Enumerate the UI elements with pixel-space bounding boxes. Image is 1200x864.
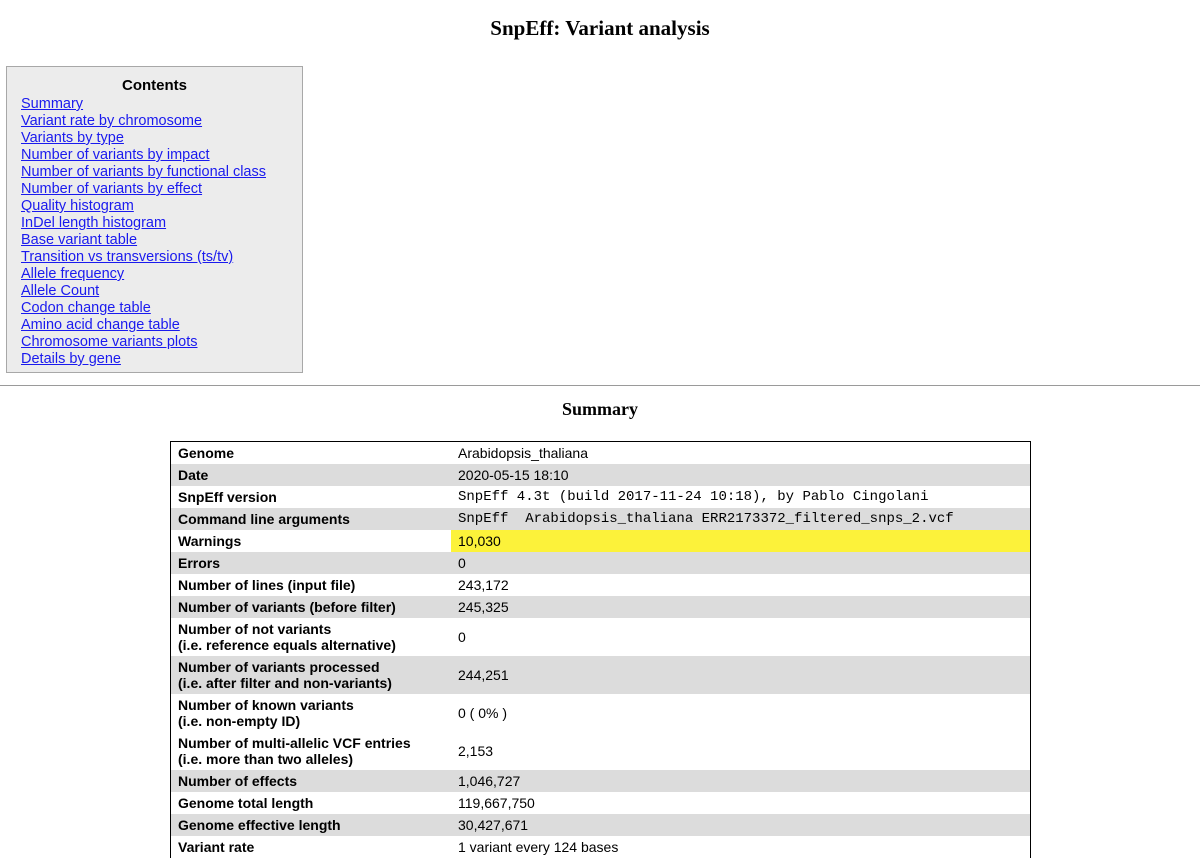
link-indel-length-histogram[interactable]: InDel length histogram [21, 215, 167, 231]
contents-item [21, 164, 302, 181]
link-quality-histogram[interactable]: Quality histogram [21, 198, 134, 214]
row-label: Warnings [171, 530, 452, 552]
summary-table [170, 441, 1031, 858]
table-row [171, 530, 1031, 552]
link-variants-by-impact[interactable]: Number of variants by impact [21, 147, 210, 163]
contents-box [6, 66, 303, 373]
row-value: 0 [451, 618, 1031, 656]
table-row [171, 792, 1031, 814]
link-chromosome-variants-plots[interactable]: Chromosome variants plots [21, 334, 198, 350]
row-value: 2020-05-15 18:10 [451, 464, 1031, 486]
contents-item [21, 181, 302, 198]
row-label [171, 694, 452, 732]
link-amino-acid-change-table[interactable]: Amino acid change table [21, 317, 180, 333]
row-label-note: (i.e. reference equals alternative) [178, 637, 396, 653]
table-row [171, 836, 1031, 858]
row-label: Genome [171, 442, 452, 465]
link-codon-change-table[interactable]: Codon change table [21, 300, 151, 316]
contents-item [21, 198, 302, 215]
row-label: SnpEff version [171, 486, 452, 508]
summary-title: Summary [562, 399, 638, 419]
section-divider [0, 385, 1200, 386]
row-label: Number of variants (before filter) [171, 596, 452, 618]
table-row [171, 486, 1031, 508]
row-label: Number of effects [171, 770, 452, 792]
table-row [171, 442, 1031, 465]
row-label: Genome effective length [171, 814, 452, 836]
row-label [171, 656, 452, 694]
row-value: 245,325 [451, 596, 1031, 618]
contents-item [21, 96, 302, 113]
table-row [171, 814, 1031, 836]
page-title: SnpEff: Variant analysis [490, 16, 710, 40]
table-row [171, 574, 1031, 596]
row-value: 0 [451, 552, 1031, 574]
row-value: 2,153 [451, 732, 1031, 770]
row-value: 30,427,671 [451, 814, 1031, 836]
link-allele-frequency[interactable]: Allele frequency [21, 266, 125, 282]
row-label-note: (i.e. more than two alleles) [178, 751, 354, 767]
contents-list [21, 96, 302, 368]
row-value: 1,046,727 [451, 770, 1031, 792]
row-label: Number of lines (input file) [171, 574, 452, 596]
warnings-value: 10,030 [451, 530, 1031, 552]
link-allele-count[interactable]: Allele Count [21, 283, 100, 299]
contents-item [21, 130, 302, 147]
row-label-main: Number of known variants [178, 697, 354, 713]
table-row [171, 508, 1031, 530]
row-value: 119,667,750 [451, 792, 1031, 814]
table-row [171, 694, 1031, 732]
row-value: 243,172 [451, 574, 1031, 596]
table-row [171, 770, 1031, 792]
contents-item [21, 351, 302, 368]
row-label-main: Number of multi-allelic VCF entries [178, 735, 411, 751]
table-row [171, 732, 1031, 770]
table-row [171, 618, 1031, 656]
link-summary[interactable]: Summary [21, 96, 84, 112]
link-variants-by-functional-class[interactable]: Number of variants by functional class [21, 164, 266, 180]
row-label: Variant rate [171, 836, 452, 858]
contents-item [21, 266, 302, 283]
row-value: SnpEff Arabidopsis_thaliana ERR2173372_filtered_snps_2.vcf [451, 508, 1031, 530]
contents-item [21, 215, 302, 232]
row-label: Command line arguments [171, 508, 452, 530]
row-label [171, 732, 452, 770]
contents-item [21, 113, 302, 130]
row-value: 0 ( 0% ) [451, 694, 1031, 732]
link-details-by-gene[interactable]: Details by gene [21, 351, 121, 367]
contents-item [21, 317, 302, 334]
table-row [171, 656, 1031, 694]
row-label-main: Number of not variants [178, 621, 332, 637]
row-value: 1 variant every 124 bases [451, 836, 1031, 858]
link-variants-by-type[interactable]: Variants by type [21, 130, 124, 146]
row-label: Errors [171, 552, 452, 574]
row-label-main: Number of variants processed [178, 659, 380, 675]
contents-item [21, 249, 302, 266]
contents-item [21, 232, 302, 249]
contents-item [21, 283, 302, 300]
row-value: 244,251 [451, 656, 1031, 694]
contents-title: Contents [122, 77, 187, 94]
link-ts-tv[interactable]: Transition vs transversions (ts/tv) [21, 249, 234, 265]
link-variants-by-effect[interactable]: Number of variants by effect [21, 181, 203, 197]
row-label: Date [171, 464, 452, 486]
row-label: Genome total length [171, 792, 452, 814]
row-label-note: (i.e. non-empty ID) [178, 713, 301, 729]
row-value: SnpEff 4.3t (build 2017-11-24 10:18), by Pablo Cingolani [451, 486, 1031, 508]
link-base-variant-table[interactable]: Base variant table [21, 232, 138, 248]
table-row [171, 464, 1031, 486]
contents-item [21, 334, 302, 351]
table-row [171, 552, 1031, 574]
link-variant-rate-by-chromosome[interactable]: Variant rate by chromosome [21, 113, 203, 129]
contents-item [21, 147, 302, 164]
table-row [171, 596, 1031, 618]
row-label [171, 618, 452, 656]
contents-item [21, 300, 302, 317]
row-label-note: (i.e. after filter and non-variants) [178, 675, 392, 691]
row-value: Arabidopsis_thaliana [451, 442, 1031, 465]
